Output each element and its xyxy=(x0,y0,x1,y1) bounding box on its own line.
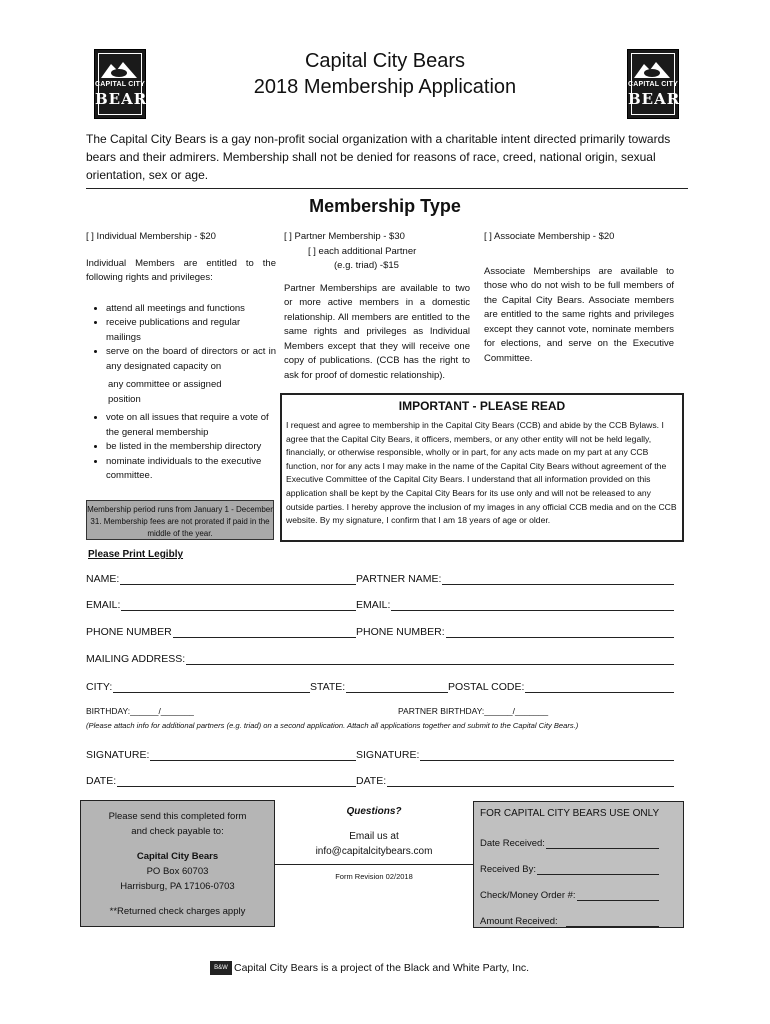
city-field[interactable] xyxy=(86,681,310,693)
partner-option[interactable]: [ ] Partner Membership - $30 xyxy=(284,231,405,242)
partner-email-field[interactable] xyxy=(356,599,674,611)
intro-paragraph: The Capital City Bears is a gay non-profit social organization with a charitable intent directed primarily towards bears and their admirers. Membership shall not be denied for reasons of race, creed, national origin, sexual orientation, sex or age. xyxy=(86,132,671,182)
send-po: PO Box 60703 xyxy=(146,866,209,877)
partner-email-label: EMAIL: xyxy=(356,599,391,611)
questions-block xyxy=(275,804,473,884)
important-box xyxy=(280,393,684,542)
partner-name-field[interactable] xyxy=(356,573,674,585)
amount-received-label: Amount Received: xyxy=(480,916,558,927)
important-body: I request and agree to membership in the Capital City Bears (CCB) and abide by the CCB Bylaws. I agree that the Capital City Bears, it officers, members, or any other entity will not be held legally, financially, or otherwise responsible, wholly or in part, for any acts made on my part at any CCB function, nor for any acts I may make in the name of the Capital City Bears without agreement of the Executive Committee of the Capital City Bears. I understand that all information provided on this application shall be kept by the Capital City Bears for its use only and will not be released to any outside parties. I hereby approve the inclusion of my images in any official CCB media and on the CCB website. By my signature, I confirm that I am 18 years of age or older. xyxy=(286,420,677,526)
signature-field[interactable] xyxy=(86,749,356,761)
state-label: STATE: xyxy=(310,681,346,693)
form-revision: Form Revision 02/2018 xyxy=(335,872,413,881)
check-number-field[interactable] xyxy=(480,875,677,901)
logo-text-top: CAPITAL CITY xyxy=(628,81,678,88)
email-label: EMAIL: xyxy=(86,599,121,611)
questions-line1: Email us at xyxy=(349,831,399,842)
received-by-field[interactable] xyxy=(480,849,677,875)
postal-code-field[interactable] xyxy=(448,681,674,693)
send-org: Capital City Bears xyxy=(136,851,219,862)
logo-text-bottom: BEARS xyxy=(628,90,693,108)
city-label: CITY: xyxy=(86,681,113,693)
individual-intro: Individual Members are entitled to the following rights and privileges: xyxy=(86,257,276,283)
list-item: • nominate individuals to the executive committee. xyxy=(106,455,276,484)
mailing-address-field[interactable] xyxy=(86,653,674,665)
office-use-box xyxy=(473,801,684,928)
privileges-list xyxy=(86,302,276,375)
questions-email[interactable]: info@capitalcitybears.com xyxy=(315,846,433,857)
logo-text-bottom: BEARS xyxy=(95,90,160,108)
additional-partner-note: (Please attach info for additional partners (e.g. triad) on a second application. Attach all applications together and submit to the Capital City Bears.) xyxy=(86,721,579,730)
associate-description: Associate Memberships are available to those who do not wish to be full members of the Capital City Bears. Associate members are entitled to the same rights and privileges except they cannot vote, nominate members for elections, and serve on the Executive Committee. xyxy=(484,265,674,364)
membership-type-heading: Membership Type xyxy=(309,196,461,216)
partner-signature-field[interactable] xyxy=(356,749,674,761)
send-line2: and check payable to: xyxy=(131,826,224,837)
partner-birthday-field[interactable]: PARTNER BIRTHDAY:______/_______ xyxy=(398,706,549,716)
divider xyxy=(86,188,688,189)
membership-period-note: Membership period runs from January 1 - December 31. Membership fees are not prorated if paid in the middle of the year. xyxy=(86,500,274,540)
print-legibly-label: Please Print Legibly xyxy=(88,549,184,560)
postal-code-label: POSTAL CODE: xyxy=(448,681,525,693)
mailing-address-label: MAILING ADDRESS: xyxy=(86,653,186,665)
list-item: • attend all meetings and functions xyxy=(106,302,276,317)
black-white-party-logo: B&W xyxy=(210,961,232,975)
returned-check-note: **Returned check charges apply xyxy=(109,906,246,917)
partner-name-label: PARTNER NAME: xyxy=(356,573,442,585)
amount-received-field[interactable] xyxy=(480,901,677,927)
list-item: • be listed in the membership directory xyxy=(106,440,276,455)
partner-phone-label: PHONE NUMBER: xyxy=(356,626,445,638)
date-label: DATE: xyxy=(86,775,117,787)
send-city: Harrisburg, PA 17106-0703 xyxy=(120,881,235,892)
date-received-label: Date Received: xyxy=(480,838,545,849)
phone-label: PHONE NUMBER xyxy=(86,626,172,638)
list-item: • vote on all issues that require a vote of the general membership xyxy=(106,411,276,440)
received-by-label: Received By: xyxy=(480,864,536,875)
name-label: NAME: xyxy=(86,573,120,585)
partner-phone-field[interactable] xyxy=(356,626,674,638)
additional-partner-option[interactable]: [ ] each additional Partner xyxy=(308,245,417,257)
questions-heading: Questions? xyxy=(346,806,402,817)
send-to-box xyxy=(80,800,275,927)
date-received-field[interactable] xyxy=(480,823,677,849)
logo-text-top: CAPITAL CITY xyxy=(95,81,145,88)
privilege-continuation: any committee or assigned position xyxy=(108,379,222,405)
footer-text: Capital City Bears is a project of the Black and White Party, Inc. xyxy=(234,961,530,974)
page-title: Capital City Bears xyxy=(304,50,466,72)
partner-date-label: DATE: xyxy=(356,775,387,787)
partner-signature-label: SIGNATURE: xyxy=(356,749,420,761)
page-subtitle: 2018 Membership Application xyxy=(253,76,517,98)
partner-date-field[interactable] xyxy=(356,775,674,787)
individual-option[interactable]: [ ] Individual Membership - $20 xyxy=(86,231,216,242)
send-line1: Please send this completed form xyxy=(108,811,247,822)
birthday-field[interactable]: BIRTHDAY:______/_______ xyxy=(86,706,194,716)
signature-label: SIGNATURE: xyxy=(86,749,150,761)
additional-partner-price: (e.g. triad) -$15 xyxy=(334,260,399,271)
list-item: • serve on the board of directors or act in any designated capacity on xyxy=(106,345,276,374)
partner-description: Partner Memberships are available to two or more active members in a domestic relationship. All members are entitled to the same rights and privileges as Individual Members except that they will receive one copy of publications. (CCB has the right to ask for proof of domestic relationship). xyxy=(284,282,470,381)
date-field[interactable] xyxy=(86,775,356,787)
office-heading: FOR CAPITAL CITY BEARS USE ONLY xyxy=(480,808,660,819)
name-field[interactable] xyxy=(86,573,356,585)
list-item: • receive publications and regular mailings xyxy=(106,316,276,345)
state-field[interactable] xyxy=(310,681,448,693)
email-field[interactable] xyxy=(86,599,356,611)
partner-column xyxy=(284,230,470,394)
individual-column xyxy=(86,230,276,484)
associate-column xyxy=(484,230,674,366)
privileges-list-2 xyxy=(86,411,276,484)
phone-field[interactable] xyxy=(86,626,356,638)
check-number-label: Check/Money Order #: xyxy=(480,890,576,901)
important-heading: IMPORTANT - PLEASE READ xyxy=(398,399,566,413)
footer xyxy=(210,961,610,975)
associate-option[interactable]: [ ] Associate Membership - $20 xyxy=(484,231,615,242)
